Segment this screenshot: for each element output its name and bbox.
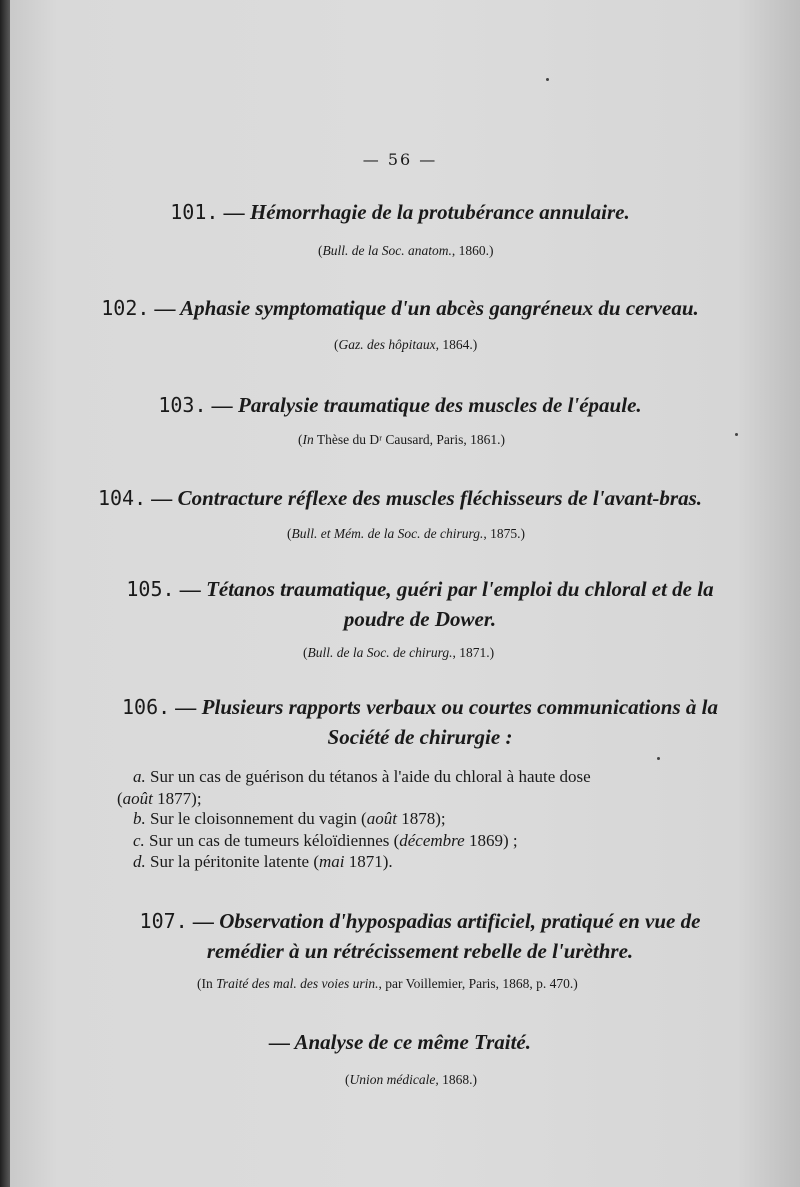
entry-105-reference: (Bull. de la Soc. de chirurg., 1871.) — [303, 645, 495, 660]
sub-item-year: 1877); — [152, 789, 202, 808]
entry-103-title — [0, 390, 800, 420]
page-number: — 56 — — [362, 150, 438, 169]
ref-source: Union médicale, — [349, 1072, 439, 1087]
entry-102-reference: (Gaz. des hôpitaux, 1864.) — [334, 337, 478, 352]
entry-number: 104. — [97, 486, 147, 510]
entry-107-reference: (In Traité des mal. des voies urin., par Voillemier, Paris, 1868, p. 470.) — [197, 976, 578, 991]
title-line-2: poudre de Dower. — [343, 607, 497, 631]
entry-number: 107. — [139, 909, 188, 933]
sub-item-letter: b. — [133, 809, 146, 828]
sub-item-month: août — [122, 789, 153, 808]
entry-title-text: — Observation d'hypospadias artificiel, pratiqué en vue de — [192, 909, 701, 933]
ref-source: Bull. de la Soc. de chirurg. — [307, 645, 453, 660]
entry-101-reference: (Bull. de la Soc. anatom., 1860.) — [318, 243, 494, 258]
sub-item-year: 1869) ; — [464, 831, 518, 850]
entry-title-text: — Hémorrhagie de la protubérance annulaire. — [223, 200, 630, 224]
entry-title-text: — Plusieurs rapports verbaux ou courtes communications à la — [175, 695, 718, 719]
entry-title-text: — Aphasie symptomatique d'un abcès gangréneux du cerveau. — [154, 296, 699, 320]
title-line-2: remédier à un rétrécissement rebelle de l'urèthre. — [206, 939, 634, 963]
ref-year: , 1875. — [483, 526, 521, 541]
sub-item-year: 1878); — [396, 809, 446, 828]
entry-number: 101. — [170, 200, 219, 224]
entry-107-title — [100, 906, 740, 966]
ref-source: Gaz. des hôpitaux, — [338, 337, 439, 352]
speck — [735, 433, 738, 436]
entry-title-text: — Paralysie traumatique des muscles de l'épaule. — [211, 393, 642, 417]
ref-source: Bull. de la Soc. anatom. — [322, 243, 452, 258]
title-line-2: Société de chirurgie : — [327, 725, 513, 749]
entry-number: 106. — [122, 695, 171, 719]
entry-101-title — [0, 197, 800, 227]
entry-number: 102. — [101, 296, 150, 320]
sub-item-text: Sur un cas de tumeurs kéloïdiennes ( — [144, 831, 400, 850]
scan-left-edge — [0, 0, 10, 1187]
sub-item-a: a. Sur un cas de guérison du tétanos à l'aide du chloral à haute dose (août 1877); — [117, 767, 591, 808]
entry-title-text: — Tétanos traumatique, guéri par l'emploi du chloral et de la — [179, 577, 714, 601]
title-line-1 — [100, 692, 740, 722]
ref-year: , 1871. — [452, 645, 490, 660]
analyse-reference: (Union médicale, 1868.) — [345, 1072, 477, 1087]
ref-detail: Thèse du Dʳ Causard, Paris, 1861. — [313, 432, 501, 447]
sub-item-d — [133, 851, 739, 873]
sub-item-year: 1871). — [344, 852, 393, 871]
entry-106-title — [100, 692, 740, 752]
speck — [657, 757, 660, 760]
ref-year: , 1860. — [451, 243, 489, 258]
title-line-1 — [100, 906, 740, 936]
sub-item-month: août — [366, 809, 397, 828]
sub-item-letter: c. — [133, 831, 145, 850]
speck — [546, 78, 549, 81]
ref-source: In — [302, 432, 314, 447]
ref-year: 1864. — [439, 337, 473, 352]
title-line-1 — [100, 574, 740, 604]
entry-103-reference: (In Thèse du Dʳ Causard, Paris, 1861.) — [298, 432, 506, 447]
sub-item-letter: d. — [133, 852, 146, 871]
ref-source: Bull. et Mém. de la Soc. de chirurg. — [291, 526, 484, 541]
sub-item-text: Sur la péritonite latente ( — [145, 852, 319, 871]
entry-number: 103. — [158, 393, 207, 417]
sub-item-b — [133, 808, 739, 830]
entry-102-title — [0, 293, 800, 323]
ref-detail: , par Voillemier, Paris, 1868, p. 470. — [378, 976, 574, 991]
ref-prefix: In — [201, 976, 217, 991]
sub-item-text: Sur un cas de guérison du tétanos à l'aide du chloral à haute dose — [145, 767, 591, 786]
entry-104-reference: (Bull. et Mém. de la Soc. de chirurg., 1875.) — [287, 526, 525, 541]
sub-item-month: décembre — [399, 831, 465, 850]
entry-title-text: — Contracture réflexe des muscles fléchisseurs de l'avant-bras. — [151, 486, 703, 510]
sub-item-text: Sur le cloisonnement du vagin ( — [145, 809, 367, 828]
ref-source: Traité des mal. des voies urin. — [216, 976, 379, 991]
analyse-title — [0, 1027, 800, 1057]
entry-104-title — [0, 483, 800, 513]
sub-item-month: mai — [319, 852, 345, 871]
entry-number: 105. — [126, 577, 175, 601]
analyse-title-text: — Analyse de ce même Traité. — [268, 1030, 532, 1054]
sub-item-c — [133, 830, 739, 852]
ref-year: 1868. — [438, 1072, 473, 1087]
sub-item-letter: a. — [133, 767, 146, 786]
entry-105-title — [100, 574, 740, 634]
